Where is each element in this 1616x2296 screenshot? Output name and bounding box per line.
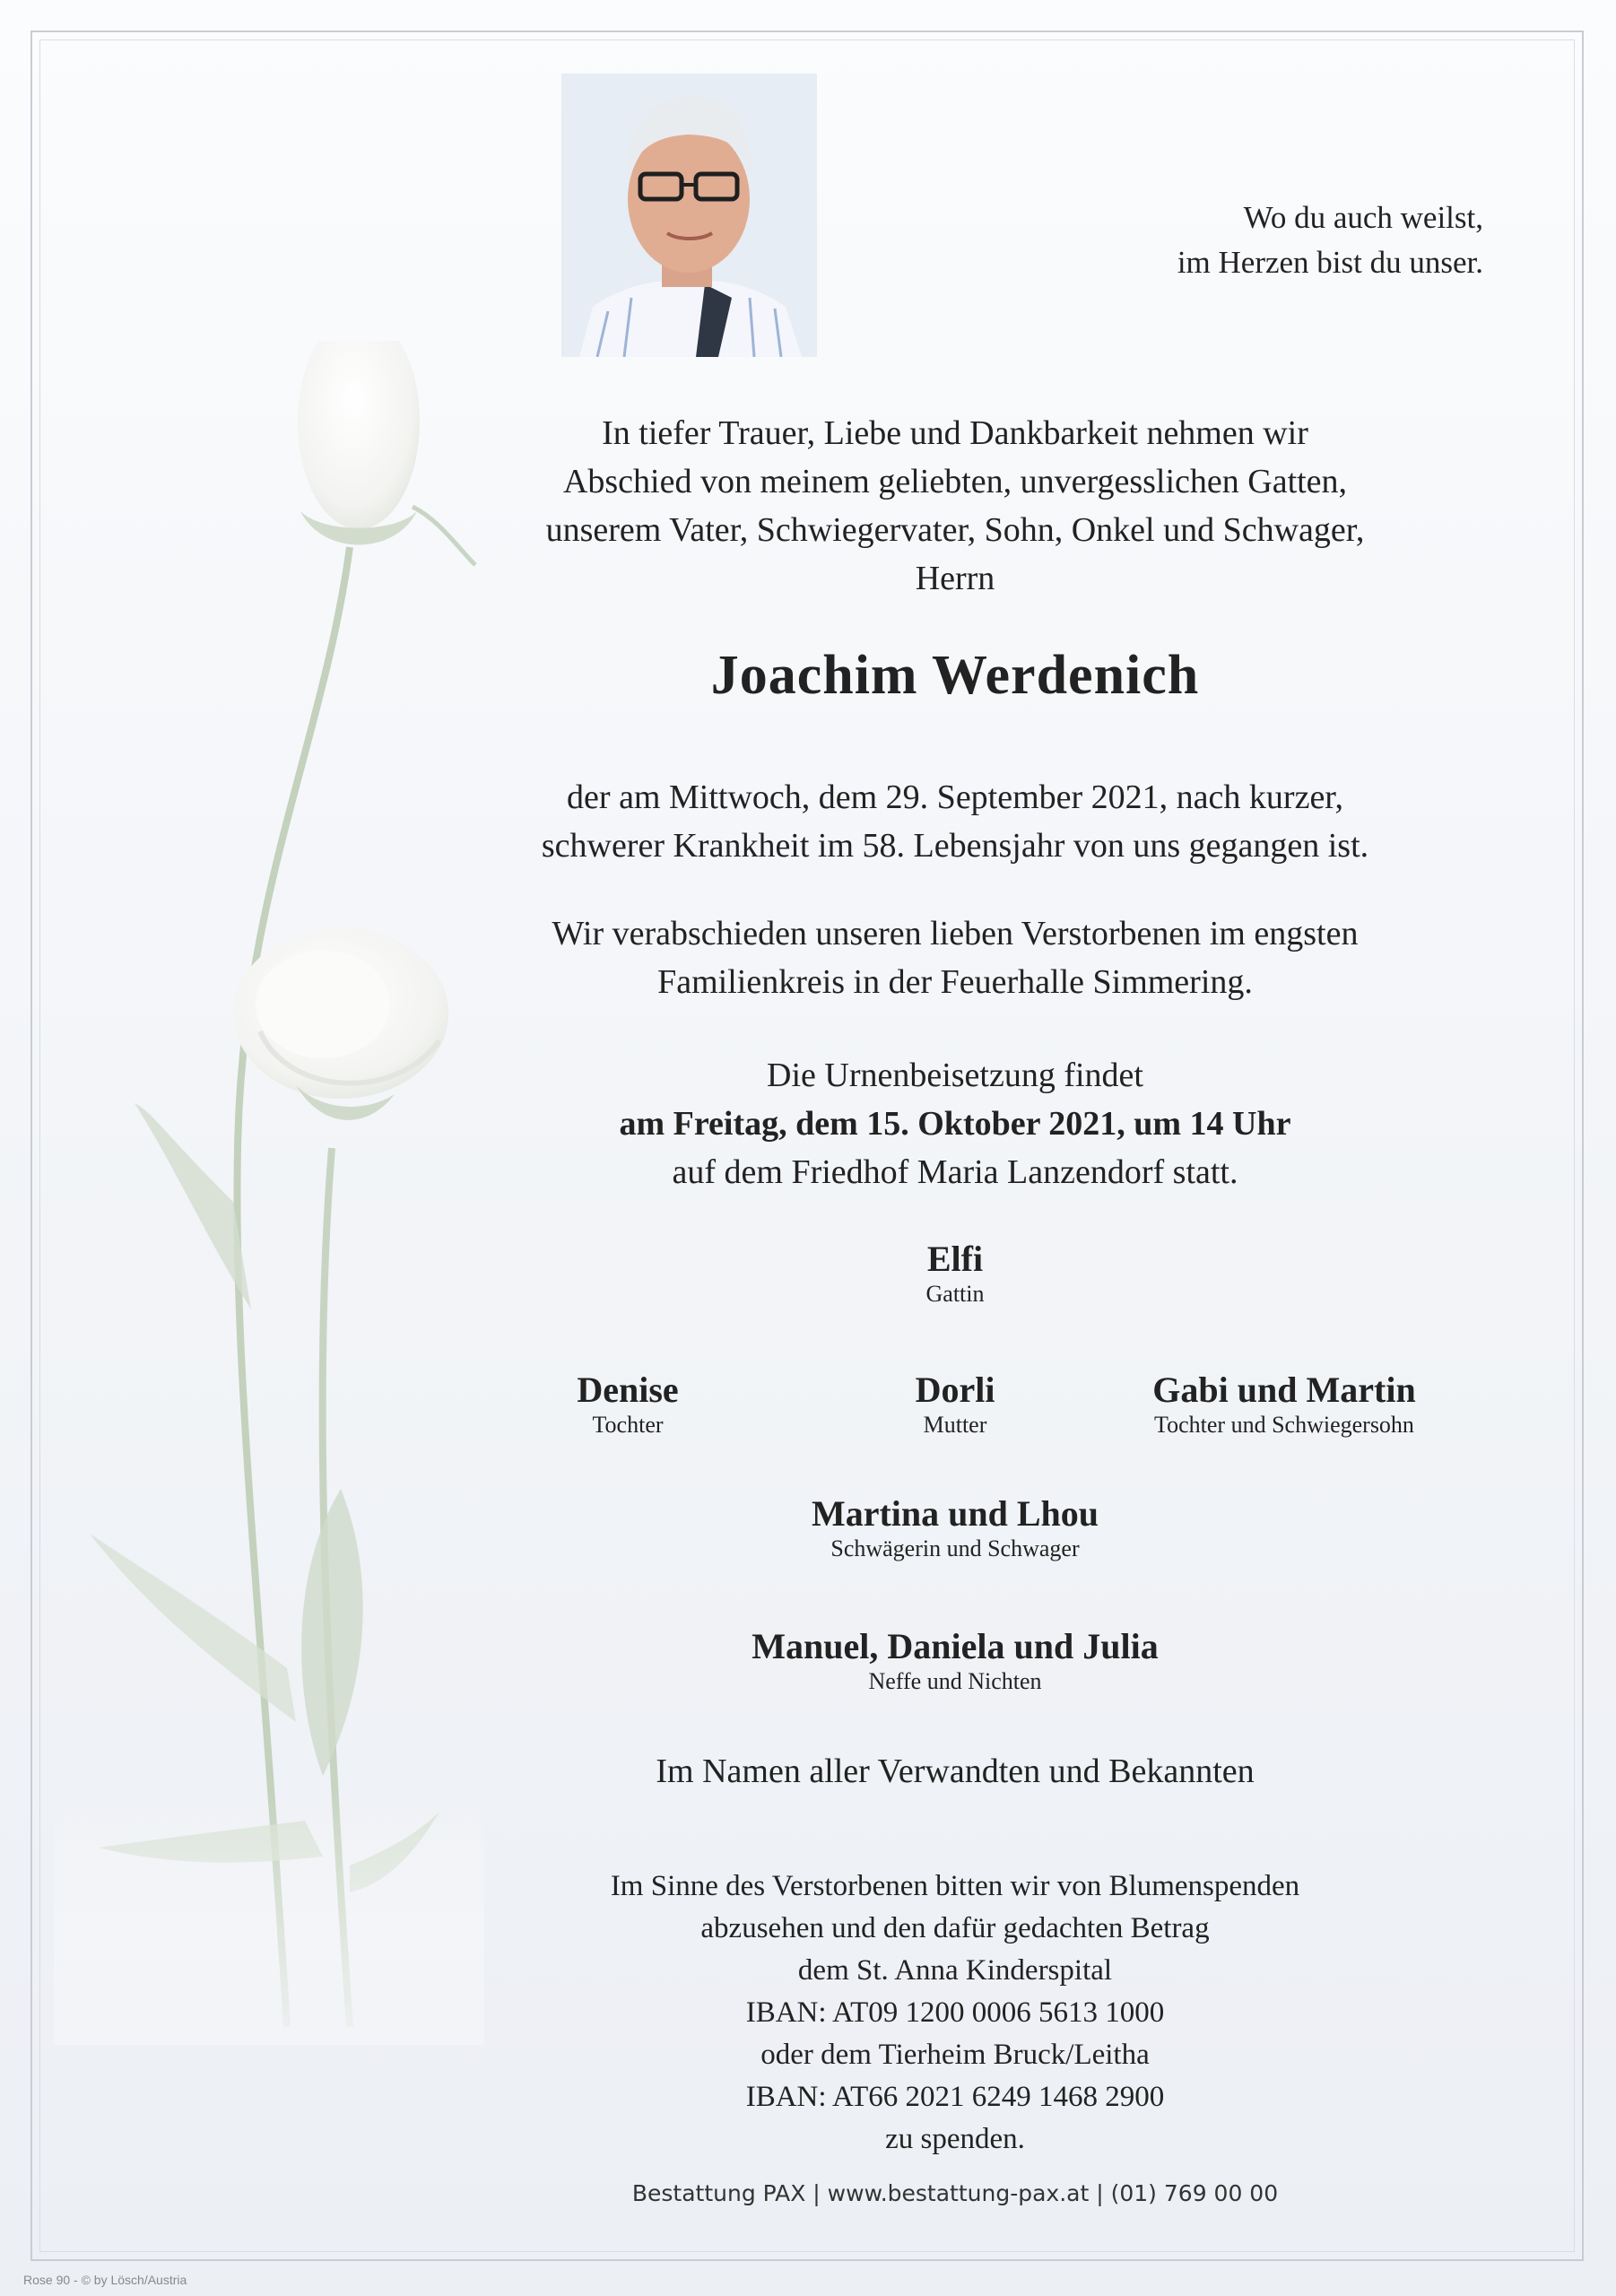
farewell-paragraph xyxy=(448,909,1462,1006)
burial-paragraph xyxy=(448,1051,1462,1196)
mourner-role: Mutter xyxy=(923,1412,987,1438)
mourner-name: Dorli xyxy=(915,1370,995,1410)
mourner-role: Gattin xyxy=(925,1281,985,1307)
deceased-name: Joachim Werdenich xyxy=(710,645,1200,706)
mourner-nephews xyxy=(448,1625,1462,1695)
rose-illustration xyxy=(54,341,484,2045)
intro-line: Herrn xyxy=(915,560,995,597)
donation-iban: IBAN: AT66 2021 6249 1468 2900 xyxy=(745,2081,1165,2113)
mourner-role: Tochter xyxy=(592,1412,664,1438)
donation-line: Im Sinne des Verstorbenen bitten wir von Blumenspenden xyxy=(610,1870,1300,1902)
mourner-name: Manuel, Daniela und Julia xyxy=(752,1626,1159,1666)
farewell-line: Wir verabschieden unseren lieben Verstorbenen im engsten xyxy=(552,915,1359,952)
portrait-image xyxy=(561,74,817,357)
donation-paragraph xyxy=(448,1866,1462,2161)
death-line: schwerer Krankheit im 58. Lebensjahr von uns gegangen ist. xyxy=(541,827,1369,865)
donation-line: dem St. Anna Kinderspital xyxy=(797,1954,1113,1987)
mourner-role: Tochter und Schwiegersohn xyxy=(1154,1412,1414,1438)
mourner-name: Denise xyxy=(577,1370,679,1410)
farewell-line: Familienkreis in der Feuerhalle Simmering. xyxy=(657,963,1253,1001)
quote-line: im Herzen bist du unser. xyxy=(1177,245,1483,280)
intro-line: Abschied von meinem geliebten, unvergesslichen Gatten, xyxy=(562,463,1348,500)
mourner-daughter-soninlaw xyxy=(1096,1369,1473,1439)
burial-line: Die Urnenbeisetzung findet xyxy=(767,1057,1143,1094)
funeral-home-footer: Bestattung PAX | www.bestattung-pax.at | (01) 769 00 00 xyxy=(631,2180,1279,2206)
mourner-mother xyxy=(767,1369,1143,1439)
mourner-role: Schwägerin und Schwager xyxy=(830,1535,1080,1561)
intro-line: unserem Vater, Schwiegervater, Sohn, Onkel und Schwager, xyxy=(545,511,1365,549)
mourner-daughter xyxy=(439,1369,816,1439)
donation-line: zu spenden. xyxy=(885,2123,1025,2155)
portrait-photo xyxy=(561,74,817,357)
intro-paragraph xyxy=(448,409,1462,603)
burial-line: auf dem Friedhof Maria Lanzendorf statt. xyxy=(672,1153,1238,1191)
death-line: der am Mittwoch, dem 29. September 2021, nach kurzer, xyxy=(567,778,1343,816)
mourner-name: Elfi xyxy=(926,1239,984,1279)
donation-iban: IBAN: AT09 1200 0006 5613 1000 xyxy=(745,1996,1165,2029)
mourner-inlaws xyxy=(448,1492,1462,1562)
mourner-name: Martina und Lhou xyxy=(811,1493,1099,1534)
mourner-wife xyxy=(448,1238,1462,1308)
intro-line: In tiefer Trauer, Liebe und Dankbarkeit nehmen wir xyxy=(602,414,1308,452)
all-relatives-line: Im Namen aller Verwandten und Bekannten xyxy=(656,1752,1255,1790)
copyright-note: Rose 90 - © by Lösch/Austria xyxy=(23,2273,187,2287)
mourner-role: Neffe und Nichten xyxy=(868,1668,1042,1694)
mourner-name: Gabi und Martin xyxy=(1152,1370,1416,1410)
burial-date: am Freitag, dem 15. Oktober 2021, um 14 Uhr xyxy=(619,1105,1291,1143)
donation-line: oder dem Tierheim Bruck/Leitha xyxy=(760,2039,1150,2071)
epigraph-quote xyxy=(1177,196,1483,285)
donation-line: abzusehen und den dafür gedachten Betrag xyxy=(700,1912,1210,1944)
quote-line: Wo du auch weilst, xyxy=(1243,200,1483,235)
death-paragraph xyxy=(448,773,1462,870)
